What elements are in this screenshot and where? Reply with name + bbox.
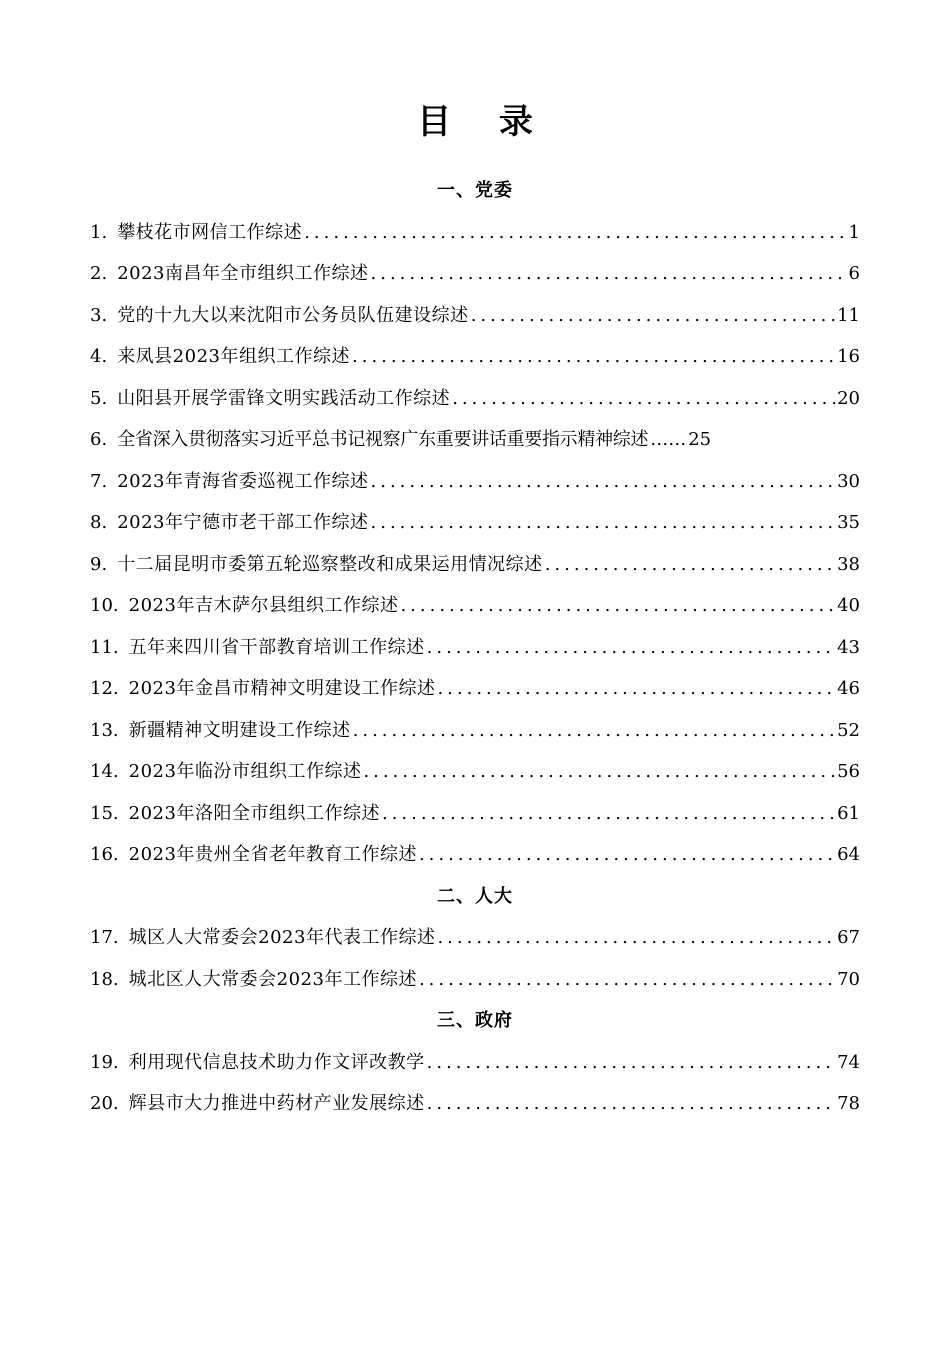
- entry-page-number: 30: [837, 470, 860, 492]
- entry-page-number: 61: [837, 802, 860, 824]
- dot-leader: [425, 627, 835, 669]
- entry-title: 2023年临汾市组织工作综述: [128, 761, 362, 782]
- entry-page-number: 38: [837, 553, 860, 575]
- toc-entry[interactable]: [90, 378, 860, 420]
- toc-entry[interactable]: [90, 793, 860, 835]
- entry-title: 五年来四川省干部教育培训工作综述: [128, 636, 425, 658]
- toc-entry[interactable]: [90, 336, 860, 378]
- entry-number: 11.: [90, 636, 119, 658]
- entry-title: 城北区人大常委会2023年工作综述: [128, 968, 417, 990]
- toc-entry[interactable]: [90, 295, 860, 337]
- entry-title: 城区人大常委会2023年代表工作综述: [128, 927, 436, 948]
- entry-title: 2023年青海省委巡视工作综述: [117, 470, 369, 492]
- toc-entry[interactable]: [90, 834, 860, 876]
- entry-title: 山阳县开展学雷锋文明实践活动工作综述: [117, 387, 451, 409]
- toc-title: 目 录: [417, 102, 551, 142]
- dot-leader: [369, 502, 836, 544]
- entry-number: 7.: [90, 470, 108, 492]
- entry-number: 18.: [90, 968, 119, 990]
- toc-entry[interactable]: [90, 917, 860, 959]
- entry-title: 2023年洛阳全市组织工作综述: [128, 802, 380, 824]
- dot-leader: [425, 1042, 835, 1084]
- entry-number: 16.: [90, 844, 119, 865]
- entry-title: 2023南昌年全市组织工作综述: [117, 263, 369, 284]
- entry-number: 17.: [90, 927, 119, 948]
- entry-number: 14.: [90, 761, 119, 782]
- section-heading-party-committee: 一、党委: [437, 180, 513, 201]
- entry-title: 2023年吉木萨尔县组织工作综述: [128, 595, 399, 616]
- entry-number: 13.: [90, 719, 119, 741]
- section-heading-government: 三、政府: [437, 1010, 513, 1031]
- dot-leader: [351, 710, 835, 752]
- entry-page-number: 1: [848, 221, 860, 243]
- entry-title: 来凤县2023年组织工作综述: [117, 346, 350, 367]
- entry-page-number: 56: [837, 761, 860, 782]
- entry-page-number: 11: [837, 304, 860, 326]
- dot-leader: [425, 1083, 835, 1125]
- toc-entry[interactable]: [90, 212, 860, 254]
- entry-number: 10.: [90, 595, 119, 616]
- entry-title: 攀枝花市网信工作综述: [117, 221, 303, 243]
- entry-title: 2023年宁德市老干部工作综述: [117, 512, 369, 533]
- entry-page-number: 67: [837, 927, 860, 948]
- entry-page-number: 52: [837, 719, 860, 741]
- entry-page-number: 64: [837, 844, 860, 865]
- entry-page-number: 70: [837, 968, 860, 990]
- toc-entry[interactable]: [90, 461, 860, 503]
- toc-entry[interactable]: [90, 1042, 860, 1084]
- entry-number: 5.: [90, 387, 108, 409]
- dot-leader: [469, 295, 835, 337]
- dot-leader: [648, 419, 686, 461]
- entry-page-number: 74: [837, 1051, 860, 1073]
- entry-title: 全省深入贯彻落实习近平总书记视察广东重要讲话重要指示精神综述: [117, 429, 649, 450]
- dot-leader: [380, 793, 835, 835]
- dot-leader: [398, 585, 835, 627]
- toc-entry[interactable]: [90, 419, 860, 461]
- entry-title: 新疆精神文明建设工作综述: [128, 719, 351, 741]
- toc-entry[interactable]: [90, 1083, 860, 1125]
- toc-entry[interactable]: [90, 585, 860, 627]
- entry-page-number: 78: [837, 1093, 860, 1114]
- entry-title: 十二届昆明市委第五轮巡察整改和成果运用情况综述: [117, 553, 543, 575]
- entry-number: 15.: [90, 802, 119, 824]
- entry-number: 4.: [90, 346, 108, 367]
- entry-page-number: 16: [837, 346, 860, 367]
- entry-page-number: 20: [837, 387, 860, 409]
- entry-number: 3.: [90, 304, 108, 326]
- toc-entry[interactable]: [90, 668, 860, 710]
- entry-title: 辉县市大力推进中药材产业发展综述: [128, 1093, 425, 1114]
- dot-leader: [435, 917, 835, 959]
- section-heading-peoples-congress: 二、人大: [437, 885, 513, 907]
- dot-leader: [417, 959, 835, 1001]
- dot-leader: [369, 253, 847, 295]
- dot-leader: [369, 461, 836, 503]
- entry-title: 利用现代信息技术助力作文评改教学: [128, 1051, 425, 1073]
- toc-entry[interactable]: [90, 502, 860, 544]
- entry-page-number: 6: [848, 263, 860, 284]
- dot-leader: [435, 668, 835, 710]
- entry-page-number: 40: [837, 595, 860, 616]
- toc-entry[interactable]: [90, 253, 860, 295]
- dot-leader: [302, 212, 846, 254]
- entry-number: 2.: [90, 263, 108, 284]
- entry-page-number: 25: [688, 429, 712, 450]
- entry-title: 党的十九大以来沈阳市公务员队伍建设综述: [117, 304, 469, 326]
- toc-entry[interactable]: [90, 710, 860, 752]
- entry-number: 20.: [90, 1093, 119, 1114]
- toc-entry[interactable]: [90, 627, 860, 669]
- toc-entry[interactable]: [90, 751, 860, 793]
- dot-leader: [417, 834, 835, 876]
- entry-title: 2023年贵州全省老年教育工作综述: [128, 844, 417, 865]
- entry-page-number: 43: [837, 636, 860, 658]
- entry-number: 19.: [90, 1051, 119, 1073]
- toc-entry[interactable]: [90, 544, 860, 586]
- entry-number: 6.: [90, 429, 108, 450]
- dot-leader: [361, 751, 835, 793]
- entry-title: 2023年金昌市精神文明建设工作综述: [128, 678, 436, 699]
- entry-number: 1.: [90, 221, 108, 243]
- entry-page-number: 35: [837, 512, 860, 533]
- toc-entry[interactable]: [90, 959, 860, 1001]
- dot-leader: [450, 378, 835, 420]
- entry-number: 12.: [90, 678, 119, 699]
- entry-number: 8.: [90, 512, 108, 533]
- dot-leader: [350, 336, 835, 378]
- entry-page-number: 46: [837, 678, 860, 699]
- entry-number: 9.: [90, 553, 108, 575]
- dot-leader: [543, 544, 835, 586]
- table-of-contents: [90, 170, 860, 1125]
